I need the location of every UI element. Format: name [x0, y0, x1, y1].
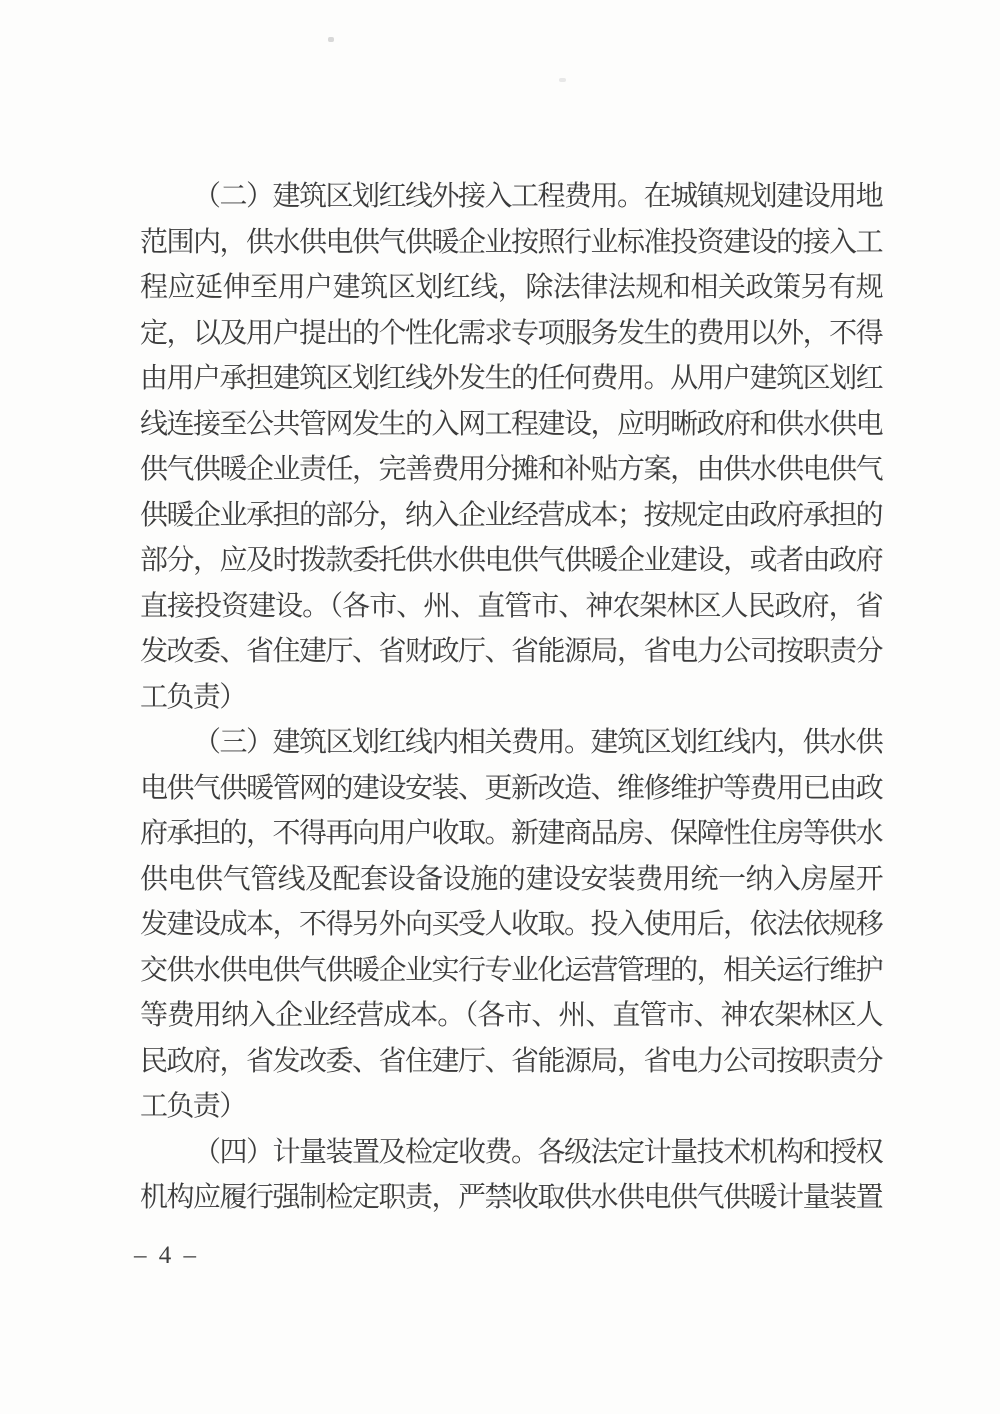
scan-speck: [328, 37, 334, 42]
body-text: [140, 174, 882, 1221]
text-line: 府承担的，不得再向用户收取。新建商品房、保障性住房等供水: [140, 818, 882, 849]
text-line: 定，以及用户提出的个性化需求专项服务发生的费用以外，不得: [140, 317, 882, 349]
page-number: – 4 –: [134, 1242, 199, 1269]
text-line: 供气供暖企业责任，完善费用分摊和补贴方案，由供水供电供气: [140, 454, 882, 485]
text-line: 由用户承担建筑区划红线外发生的任何费用。从用户建筑区划红: [140, 363, 882, 394]
text-line: 交供水供电供气供暖企业实行专业化运营管理的，相关运行维护: [140, 954, 882, 986]
text-line: 工负责）: [140, 1091, 246, 1122]
text-line: 民政府，省发改委、省住建厅、省能源局，省电力公司按职责分: [140, 1045, 882, 1077]
scan-speck: [559, 78, 566, 82]
text-line: 供电供气管线及配套设备设施的建设安装费用统一纳入房屋开: [140, 863, 882, 895]
text-line: 部分，应及时拨款委托供水供电供气供暖企业建设，或者由政府: [140, 545, 882, 576]
text-line: 发建设成本，不得另外向买受人收取。投入使用后，依法依规移: [140, 909, 882, 940]
text-line: 电供气供暖管网的建设安装、更新改造、维修维护等费用已由政: [140, 772, 882, 804]
text-line: 供暖企业承担的部分，纳入企业经营成本；按规定由政府承担的: [140, 499, 882, 531]
text-line: （三）建筑区划红线内相关费用。建筑区划红线内，供水供: [193, 727, 882, 758]
text-line: （二）建筑区划红线外接入工程费用。在城镇规划建设用地: [193, 181, 882, 212]
text-line: （四）计量装置及检定收费。各级法定计量技术机构和授权: [193, 1136, 882, 1168]
text-line: 机构应履行强制检定职责，严禁收取供水供电供气供暖计量装置: [140, 1182, 882, 1213]
text-line: 范围内，供水供电供气供暖企业按照行业标准投资建设的接入工: [140, 226, 882, 258]
text-line: 线连接至公共管网发生的入网工程建设，应明晰政府和供水供电: [140, 408, 882, 440]
text-line: 工负责）: [140, 681, 246, 713]
text-line: 等费用纳入企业经营成本。（各市、州、直管市、神农架林区人: [140, 1000, 882, 1031]
text-line: 程应延伸至用户建筑区划红线，除法律法规和相关政策另有规: [140, 272, 882, 303]
text-line: 直接投资建设。（各市、州、直管市、神农架林区人民政府，省: [140, 590, 882, 622]
text-line: 发改委、省住建厅、省财政厅、省能源局，省电力公司按职责分: [140, 636, 882, 667]
